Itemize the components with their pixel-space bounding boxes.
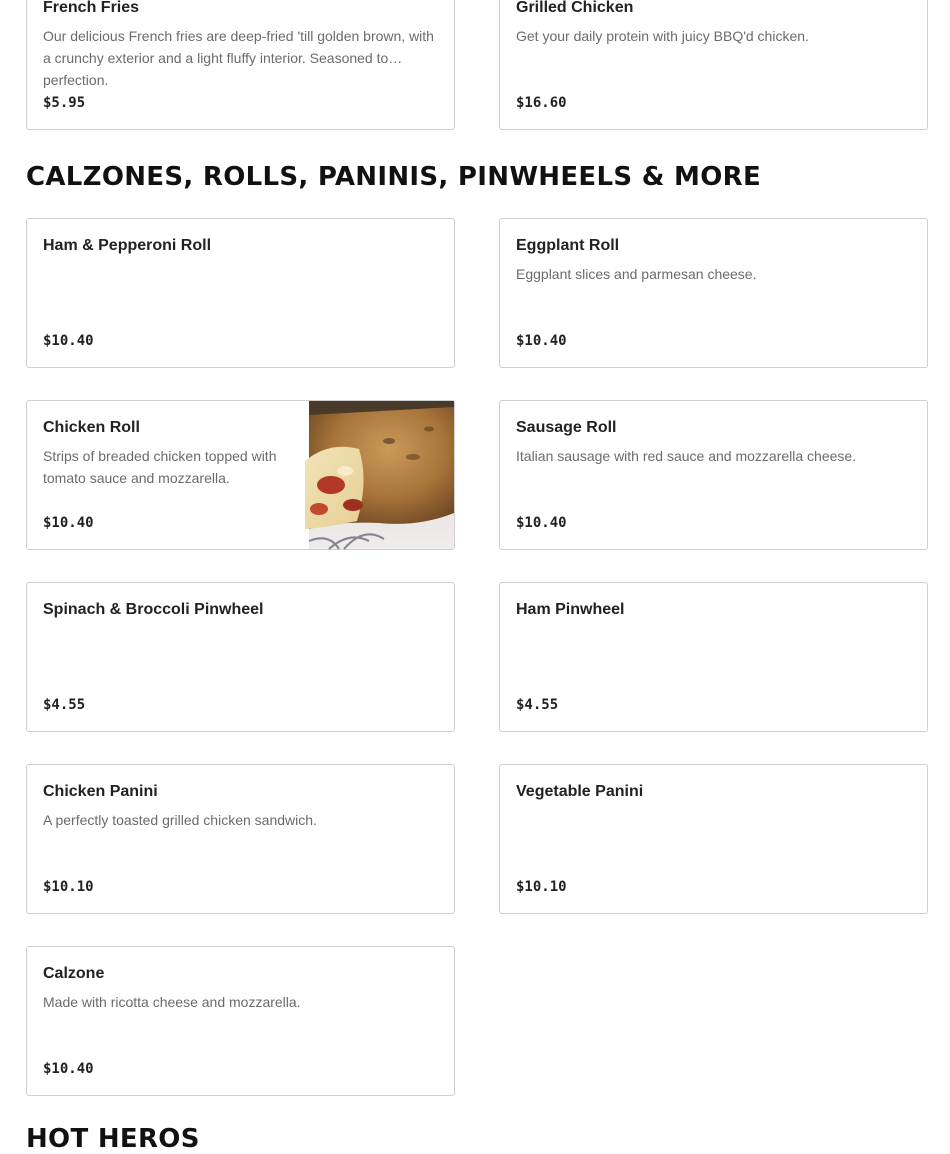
menu-item-name: Vegetable Panini [516,783,644,800]
menu-item-name: Ham Pinwheel [516,601,625,618]
menu-item-card-calzone[interactable] [26,946,455,1096]
menu-item-name: French Fries [43,0,140,16]
menu-item-price: $10.40 [43,333,94,349]
menu-item-card-ham-pinwheel[interactable] [499,582,928,732]
menu-item-description: Our delicious French fries are deep-fried 'till golden brown, with a crunchy exterior and a light fluffy interior. Seasoned to perfection. [43,28,434,88]
menu-item-description: Get your daily protein with juicy BBQ'd chicken. [516,28,809,44]
menu-item-name: Calzone [43,965,105,982]
menu-item-card-sausage-roll[interactable] [499,400,928,550]
menu-item-price: $10.10 [516,879,567,895]
menu-item-price: $10.40 [43,1061,94,1077]
menu-item-card-eggplant-roll[interactable] [499,218,928,368]
menu-item-card-ham-pepperoni-roll[interactable] [26,218,455,368]
menu-item-price: $10.40 [516,515,567,531]
menu-item-price: $10.40 [516,333,567,349]
menu-item-name: Eggplant Roll [516,237,620,254]
menu-item-name: Chicken Panini [43,783,158,800]
menu-item-name: Chicken Roll [43,419,140,436]
menu-item-card-grilled-chicken[interactable] [499,0,928,130]
menu-item-name: Ham & Pepperoni Roll [43,237,212,254]
menu-item-description: Eggplant slices and parmesan cheese. [516,266,757,282]
menu-item-card-chicken-panini[interactable] [26,764,455,914]
menu-item-name: Grilled Chicken [516,0,634,16]
chicken-roll-photo[interactable] [309,401,454,549]
menu-item-description: Made with ricotta cheese and mozzarella. [43,994,301,1010]
menu-item-description: Italian sausage with red sauce and mozzarella cheese. [516,448,857,464]
menu-item-name: Sausage Roll [516,419,617,436]
menu-item-price: $10.40 [43,515,94,531]
menu-item-price: $10.10 [43,879,94,895]
section-title-hot-heros: HOT HEROS [26,1124,200,1154]
menu-item-price: $4.55 [516,697,559,713]
menu-item-card-vegetable-panini[interactable] [499,764,928,914]
menu-item-price: $5.95 [43,95,86,111]
section-title-calzones: CALZONES, ROLLS, PANINIS, PINWHEELS & MORE [26,162,762,192]
menu-item-card-french-fries[interactable] [26,0,455,130]
menu-item-card-chicken-roll[interactable] [26,400,455,550]
menu-item-description: Strips of breaded chicken topped with tomato sauce and mozzarella. [43,448,277,486]
menu-item-card-spinach-broccoli-pinwheel[interactable] [26,582,455,732]
menu-item-name: Spinach & Broccoli Pinwheel [43,601,264,618]
menu-item-description: A perfectly toasted grilled chicken sandwich. [43,812,317,828]
menu-item-price: $4.55 [43,697,86,713]
menu-item-price: $16.60 [516,95,567,111]
